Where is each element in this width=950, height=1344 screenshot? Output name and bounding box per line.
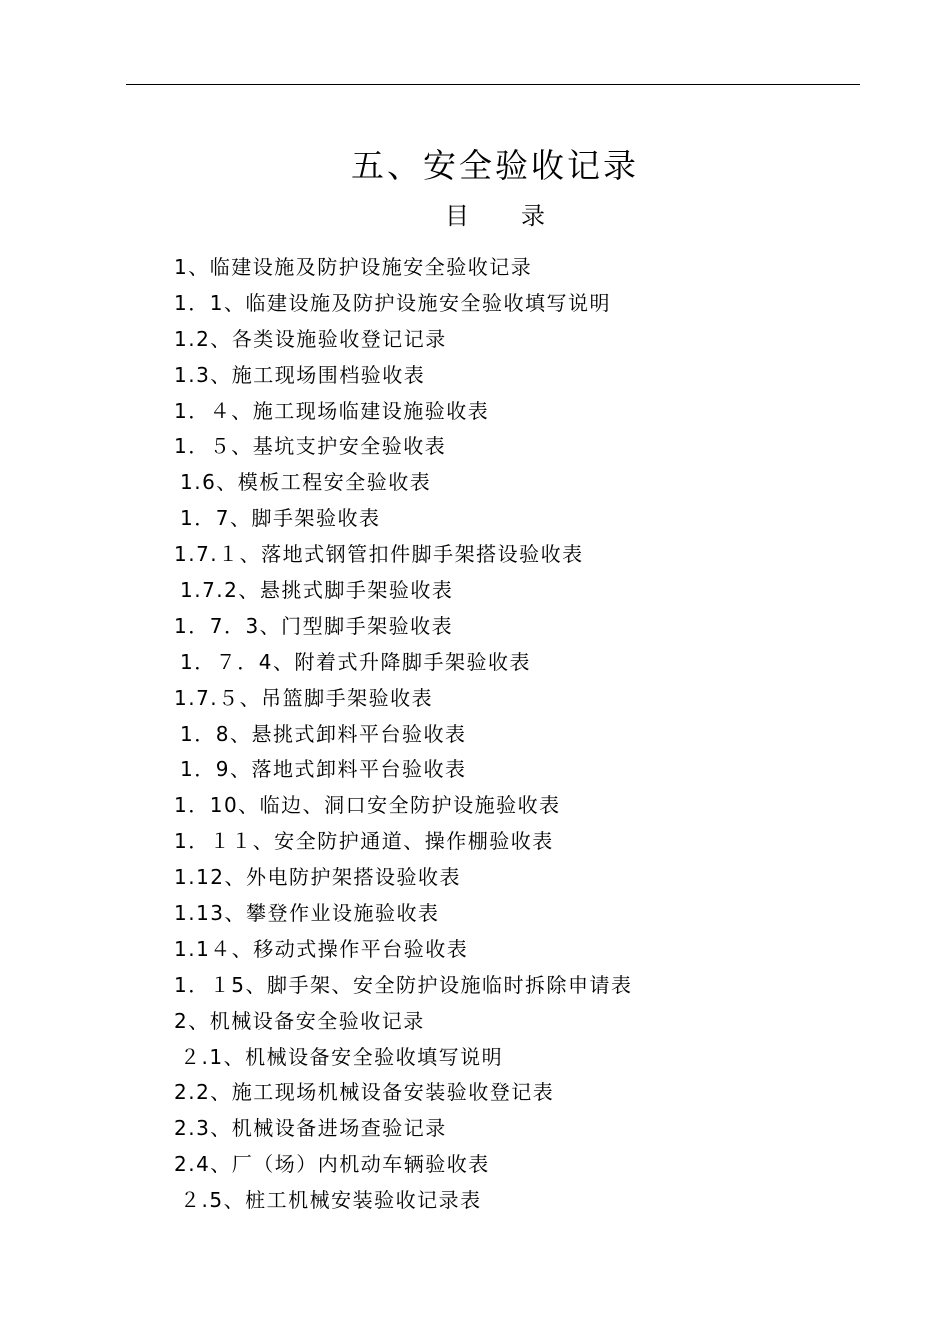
toc-entry: 2.4、厂（场）内机动车辆验收表 bbox=[174, 1152, 490, 1177]
toc-entry: ２.5、桩工机械安装验收记录表 bbox=[180, 1188, 482, 1213]
toc-entry: 1.7.１、落地式钢管扣件脚手架搭设验收表 bbox=[174, 542, 584, 567]
toc-entry: 1．１5、脚手架、安全防护设施临时拆除申请表 bbox=[174, 972, 633, 997]
toc-entry: 1.7.５、吊篮脚手架验收表 bbox=[174, 685, 434, 710]
toc-entry: 1．1、临建设施及防护设施安全验收填写说明 bbox=[174, 290, 611, 315]
document-title: 五、安全验收记录 bbox=[351, 146, 639, 185]
toc-entry: 1.13、攀登作业设施验收表 bbox=[174, 901, 440, 926]
toc-entry: 1.3、施工现场围档验收表 bbox=[174, 362, 426, 387]
toc-entry: 2.2、施工现场机械设备安装验收登记表 bbox=[174, 1080, 555, 1105]
toc-entry: 1．10、临边、洞口安全防护设施验收表 bbox=[174, 793, 561, 818]
toc-entry: 1.2、各类设施验收登记记录 bbox=[174, 326, 447, 351]
toc-entry: 1．１１、安全防护通道、操作棚验收表 bbox=[174, 829, 554, 854]
toc-heading: 目录 bbox=[445, 202, 597, 230]
toc-entry: 2、机械设备安全验收记录 bbox=[174, 1008, 425, 1033]
toc-entry: 1．４、施工现场临建设施验收表 bbox=[174, 398, 490, 423]
toc-entry: 1．8、悬挑式卸料平台验收表 bbox=[180, 721, 467, 746]
toc-entry: 1．５、基坑支护安全验收表 bbox=[174, 434, 447, 459]
toc-entry: 1．７．4、附着式升降脚手架验收表 bbox=[180, 649, 531, 674]
toc-entry: 1.1４、移动式操作平台验收表 bbox=[174, 936, 469, 961]
toc-entry: 1、临建设施及防护设施安全验收记录 bbox=[174, 255, 533, 279]
toc-entry: 1．7．3、门型脚手架验收表 bbox=[174, 613, 454, 638]
toc-entry: 1.12、外电防护架搭设验收表 bbox=[174, 865, 462, 890]
toc-entry: 2.3、机械设备进场查验记录 bbox=[174, 1116, 447, 1141]
toc-entry: 1.6、模板工程安全验收表 bbox=[180, 470, 432, 495]
toc-entry: 1．9、落地式卸料平台验收表 bbox=[180, 757, 467, 782]
toc-entry: 1．7、脚手架验收表 bbox=[180, 506, 381, 531]
header-rule bbox=[126, 84, 860, 85]
table-of-contents bbox=[174, 250, 632, 1219]
toc-entry: 1.7.2、悬挑式脚手架验收表 bbox=[180, 578, 454, 603]
toc-entry: ２.1、机械设备安全验收填写说明 bbox=[180, 1044, 504, 1069]
